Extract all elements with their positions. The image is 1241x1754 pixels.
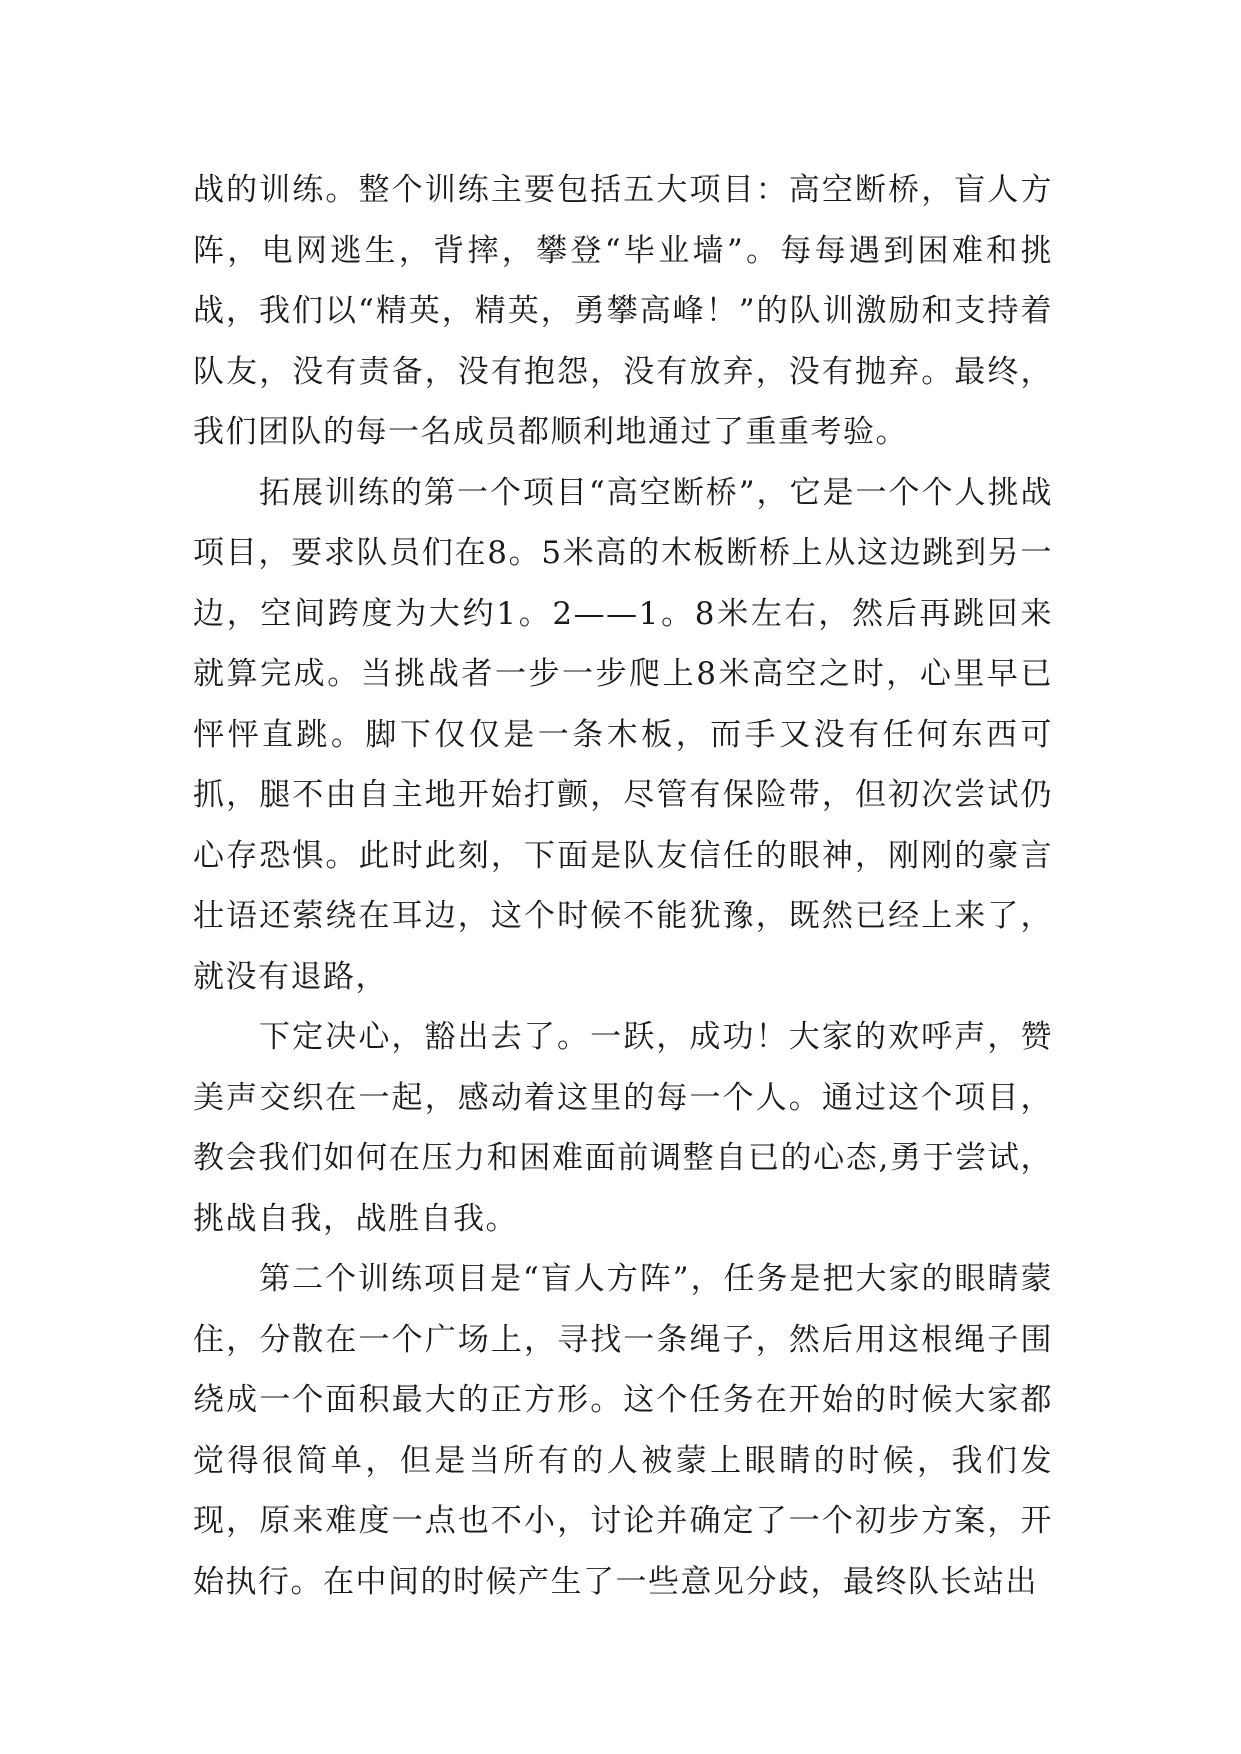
paragraph-high-bridge: 拓展训练的第一个项目“高空断桥”，它是一个个人挑战项目，要求队员们在8。5米高的木板断桥上从这边跳到另一边，空间跨度为大约1。2——1。8米左右，然后再跳回来就算完成。当挑战者一步一步爬上8米高空之时，心里早已怦怦直跳。脚下仅仅是一条木板，而手又没有任何东西可抓，腿不由自主地开始打颤，尽管有保险带，但初次尝试仍心存恐惧。此时此刻，下面是队友信任的眼神，刚刚的豪言壮语还萦绕在耳边，这个时候不能犹豫，既然已经上来了，就没有退路， bbox=[193, 474, 1053, 995]
paragraph-continuation: 战的训练。整个训练主要包括五大项目：高空断桥，盲人方阵，电网逃生，背摔，攀登“毕业墙”。每每遇到困难和挑战，我们以“精英，精英，勇攀高峰！”的队训激励和支持着队友，没有责备，没有抱怨，没有放弃，没有抛弃。最终，我们团队的每一名成员都顺利地通过了重重考验。 bbox=[193, 172, 1053, 450]
paragraph-blind-square: 第二个训练项目是“盲人方阵”，任务是把大家的眼睛蒙住，分散在一个广场上，寻找一条绳子，然后用这根绳子围绕成一个面积最大的正方形。这个任务在开始的时候大家都觉得很简单，但是当所有的人被蒙上眼睛的时候，我们发现，原来难度一点也不小，讨论并确定了一个初步方案，开始执行。在中间的时候产生了一些意见分歧，最终队长站出 bbox=[193, 1261, 1053, 1600]
paragraph-decision: 下定决心，豁出去了。一跃，成功！大家的欢呼声，赞美声交织在一起，感动着这里的每一个人。通过这个项目，教会我们如何在压力和困难面前调整自已的心态,勇于尝试，挑战自我，战胜自我。 bbox=[193, 1019, 1053, 1237]
body-text bbox=[193, 160, 1053, 1612]
